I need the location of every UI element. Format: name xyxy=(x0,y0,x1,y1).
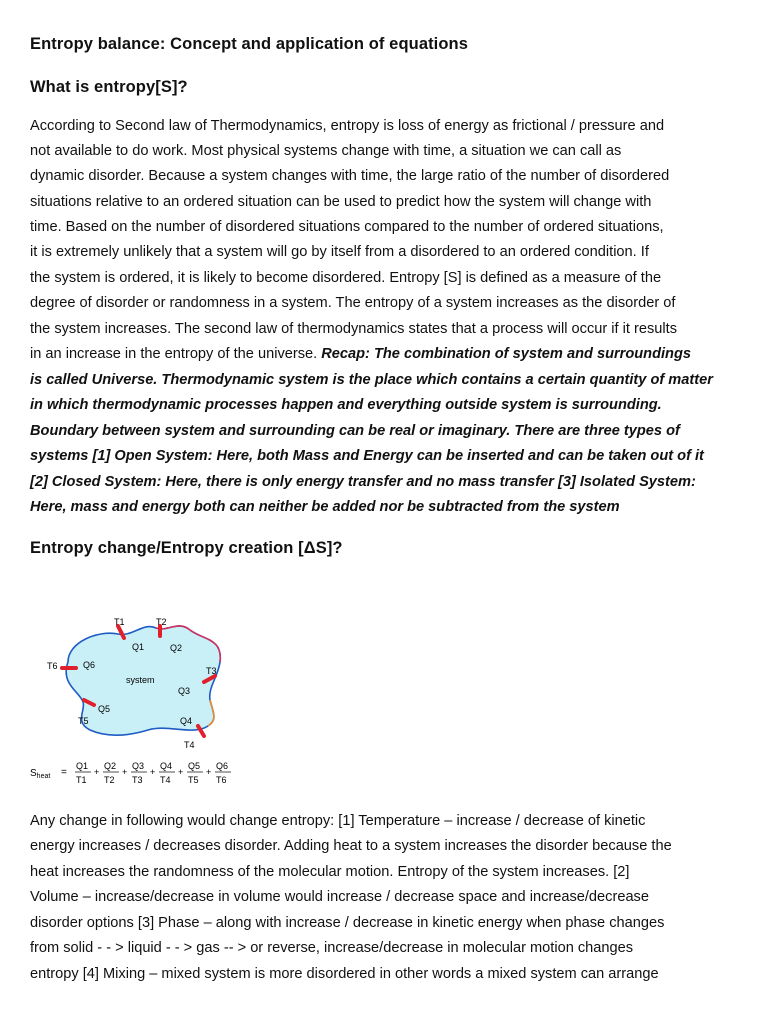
paragraph-1-mixed-line xyxy=(30,347,691,362)
equation-denominator: T2 xyxy=(104,775,115,785)
heat-label-q3: Q3 xyxy=(178,686,191,696)
recap-line: is called Universe. Thermodynamic system is the place which contains a certain quantity of matter xyxy=(30,372,713,388)
paragraph-2-line: energy increases / decreases disorder. Adding heat to a system increases the disorder because the xyxy=(30,838,672,854)
heat-label-q5: Q5 xyxy=(98,704,111,714)
temperature-label-t2: T2 xyxy=(156,617,167,627)
paragraph-2-line: Any change in following would change entropy: [1] Temperature – increase / decrease of kinetic xyxy=(30,813,646,829)
temperature-label-t5: T5 xyxy=(78,716,89,726)
paragraph-2-line: Volume – increase/decrease in volume would increase / decrease space and increase/decrease xyxy=(30,889,649,905)
paragraph-2-line: disorder options [3] Phase – along with increase / decrease in kinetic energy when phase changes xyxy=(30,915,665,931)
heat-label-q2: Q2 xyxy=(170,643,183,653)
temperature-label-t4: T4 xyxy=(184,740,195,750)
temperature-label-t3: T3 xyxy=(206,666,217,676)
system-label: system xyxy=(126,675,155,685)
heat-label-q6: Q6 xyxy=(83,660,96,670)
heat-label-q1: Q1 xyxy=(132,642,145,652)
equation-numerator: Q1 xyxy=(76,761,89,771)
paragraph-1-line: time. Based on the number of disordered situations compared to the number of ordered situations, xyxy=(30,219,664,235)
paragraph-1-line: the system is ordered, it is likely to become disordered. Entropy [S] is defined as a measure of the xyxy=(30,270,662,286)
equation-denominator: T6 xyxy=(216,775,227,785)
paragraph-2-line: entropy [4] Mixing – mixed system is more disordered in other words a mixed system can arrange xyxy=(30,966,659,982)
recap-line: in which thermodynamic processes happen and everything outside system is surrounding. xyxy=(30,397,662,413)
paragraph-1-line: dynamic disorder. Because a system changes with time, the large ratio of the number of disordered xyxy=(30,168,670,184)
paragraph-1-line: situations relative to an ordered situation can be used to predict how the system will change with xyxy=(30,194,652,210)
plus-sign: + xyxy=(206,767,212,777)
paragraph-1-plain-text: in an increase in the entropy of the universe. xyxy=(30,346,322,362)
recap-line: Here, mass and energy both can neither be added nor be subtracted from the system xyxy=(30,499,620,515)
plus-sign: + xyxy=(94,767,100,777)
paragraph-1-line: not available to do work. Most physical systems change with time, a situation we can call as xyxy=(30,143,622,159)
equation-denominator: T4 xyxy=(160,775,171,785)
equation-denominator: T1 xyxy=(76,775,87,785)
equals-sign: = xyxy=(61,767,67,778)
plus-sign: + xyxy=(122,767,128,777)
equation-numerator: Q3 xyxy=(132,761,145,771)
equation-denominator: T5 xyxy=(188,775,199,785)
equation-numerator: Q6 xyxy=(216,761,229,771)
paragraph-2-line: from solid - - > liquid - - > gas -- > or reverse, increase/decrease in molecular motion changes xyxy=(30,940,634,956)
equation-numerator: Q2 xyxy=(104,761,117,771)
equation-numerator: Q4 xyxy=(160,761,173,771)
temperature-label-t1: T1 xyxy=(114,617,125,627)
paragraph-1-line: According to Second law of Thermodynamics, entropy is loss of energy as frictional / pressure and xyxy=(30,118,665,134)
recap-text: Recap: The combination of system and surroundings xyxy=(321,346,692,362)
temperature-label-t6: T6 xyxy=(47,661,58,671)
entropy-equation xyxy=(30,761,231,785)
paragraph-1-line: degree of disorder or randomness in a system. The entropy of a system increases as the disorder of xyxy=(30,295,676,311)
paragraph-2-line: heat increases the randomness of the molecular motion. Entropy of the system increases. [2] xyxy=(30,864,630,880)
document-title: Entropy balance: Concept and application of equations xyxy=(30,35,469,53)
plus-sign: + xyxy=(178,767,184,777)
recap-line: Boundary between system and surrounding can be real or imaginary. There are three types of xyxy=(30,423,680,439)
plus-sign: + xyxy=(150,767,156,777)
equation-numerator: Q5 xyxy=(188,761,201,771)
heat-label-q4: Q4 xyxy=(180,716,193,726)
heading-what-is-entropy: What is entropy[S]? xyxy=(30,78,188,96)
entropy-system-diagram xyxy=(28,612,268,797)
equation-denominator: T3 xyxy=(132,775,143,785)
recap-line: systems [1] Open System: Here, both Mass and Energy can be inserted and can be taken out of it xyxy=(30,448,704,464)
paragraph-1-line: it is extremely unlikely that a system will go by itself from a disordered to an ordered condition. If xyxy=(30,244,649,260)
heading-entropy-change: Entropy change/Entropy creation [ΔS]? xyxy=(30,539,343,557)
recap-line: [2] Closed System: Here, there is only energy transfer and no mass transfer [3] Isolated System: xyxy=(30,474,696,490)
equation-lhs: $S_{heat}$ xyxy=(30,768,51,780)
paragraph-1-line: the system increases. The second law of thermodynamics states that a process will occur if it results xyxy=(30,321,677,337)
